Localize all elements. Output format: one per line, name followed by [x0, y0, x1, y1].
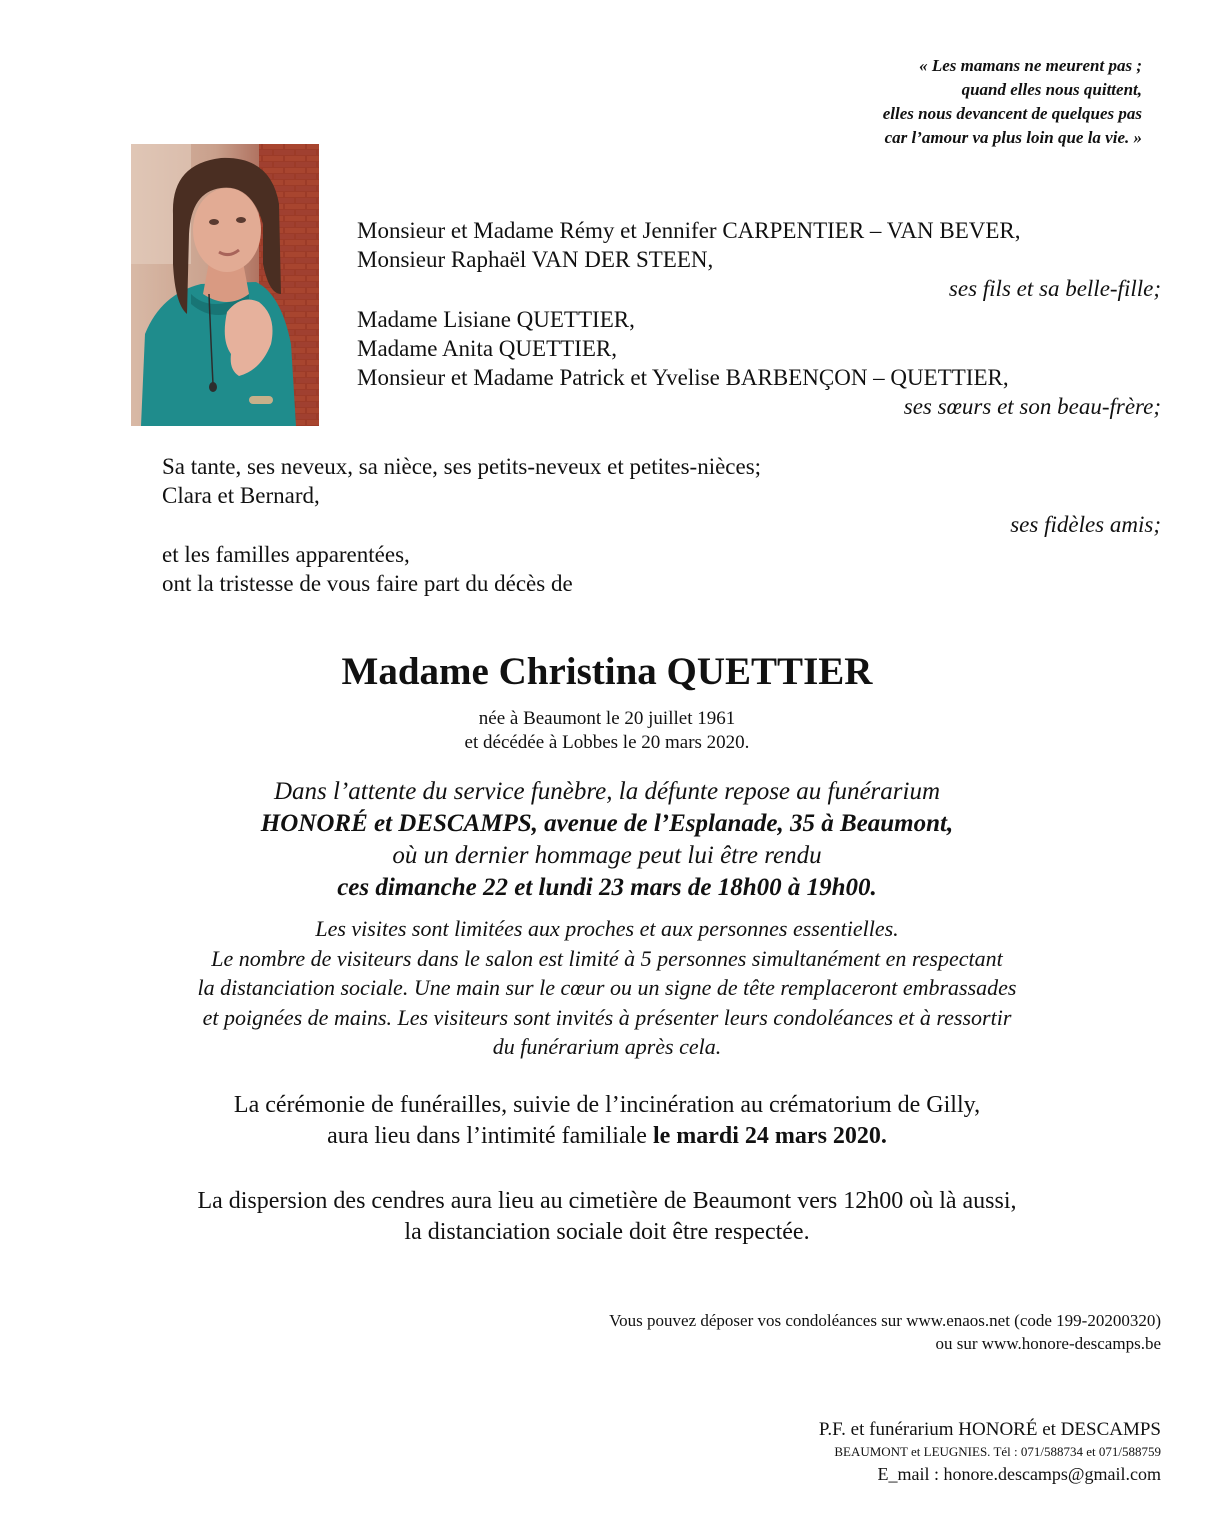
family-role: ses fidèles amis; — [1010, 512, 1161, 537]
death-line: et décédée à Lobbes le 20 mars 2020. — [464, 732, 750, 753]
quote-line: car l’amour va plus loin que la vie. » — [884, 128, 1142, 147]
deceased-dates — [0, 707, 1214, 755]
family-line: Monsieur et Madame Patrick et Yvelise BARBENÇON – QUETTIER, — [357, 365, 1009, 390]
visit-line: et poignées de mains. Les visiteurs sont invités à présenter leurs condoléances et à ressortir — [202, 1004, 1012, 1030]
company-contact: BEAUMONT et LEUGNIES. Tél : 071/588734 et 071/588759 — [834, 1444, 1161, 1459]
ceremony-text: aura lieu dans l’intimité familiale — [327, 1123, 653, 1149]
condolences-line: Vous pouvez déposer vos condoléances sur www.enaos.net (code 199-20200320) — [609, 1311, 1161, 1330]
quote-line: quand elles nous quittent, — [961, 80, 1142, 99]
dispersion-line: La dispersion des cendres aura lieu au cimetière de Beaumont vers 12h00 où là aussi, — [197, 1188, 1017, 1214]
visit-line: Les visites sont limitées aux proches et aux personnes essentielles. — [315, 916, 899, 941]
funeral-home-address: HONORÉ et DESCAMPS, avenue de l’Esplanade, 35 à Beaumont, — [260, 810, 954, 837]
family-line: Monsieur Raphaël VAN DER STEEN, — [357, 247, 714, 272]
portrait-photo — [131, 144, 319, 426]
visit-rules — [0, 914, 1214, 1062]
family-closing — [162, 540, 1161, 598]
ceremony-date: le mardi 24 mars 2020. — [652, 1123, 887, 1149]
dispersion-line: la distanciation sociale doit être respectée. — [404, 1219, 810, 1245]
repose-line: Dans l’attente du service funèbre, la défunte repose au funérarium — [273, 778, 941, 805]
visit-line: la distanciation sociale. Une main sur le cœur ou un signe de tête remplaceront embrassades — [197, 975, 1017, 1000]
condolences-line: ou sur www.honore-descamps.be — [935, 1334, 1161, 1353]
family-line: Madame Lisiane QUETTIER, — [357, 307, 635, 332]
condolences-info — [609, 1309, 1161, 1355]
family-line: Monsieur et Madame Rémy et Jennifer CARPENTIER – VAN BEVER, — [357, 218, 1021, 243]
quote-line: elles nous devancent de quelques pas — [882, 104, 1142, 123]
family-sons — [357, 216, 1161, 303]
family-role: ses fils et sa belle-fille; — [948, 276, 1161, 301]
ceremony-line: La cérémonie de funérailles, suivie de l’incinération au crématorium de Gilly, — [233, 1092, 981, 1118]
company-name: P.F. et funérarium HONORÉ et DESCAMPS — [818, 1419, 1161, 1440]
family-line: et les familles apparentées, — [162, 542, 410, 567]
funeral-home-footer — [819, 1418, 1161, 1486]
memorial-quote — [883, 54, 1142, 150]
repose-info — [0, 776, 1214, 904]
family-others — [162, 452, 1161, 539]
family-sisters — [357, 305, 1161, 421]
family-line: Madame Anita QUETTIER, — [357, 336, 617, 361]
visit-line: Le nombre de visiteurs dans le salon est limité à 5 personnes simultanément en respectant — [211, 945, 1003, 971]
visit-line: du funérarium après cela. — [492, 1034, 722, 1059]
company-email: E_mail : honore.descamps@gmail.com — [877, 1464, 1161, 1484]
quote-line: « Les mamans ne meurent pas ; — [919, 56, 1142, 75]
ceremony-info — [0, 1090, 1214, 1152]
family-line: ont la tristesse de vous faire part du décès de — [162, 571, 573, 596]
ceremony-line — [0, 1121, 1214, 1152]
deceased-name: Madame Christina QUETTIER — [341, 650, 873, 693]
dispersion-info — [0, 1186, 1214, 1248]
family-line: Sa tante, ses neveux, sa nièce, ses petits-neveux et petites-nièces; — [162, 454, 762, 479]
family-line: Clara et Bernard, — [162, 483, 320, 508]
birth-line: née à Beaumont le 20 juillet 1961 — [478, 708, 736, 729]
repose-line: où un dernier hommage peut lui être rendu — [392, 842, 822, 869]
visiting-hours: ces dimanche 22 et lundi 23 mars de 18h00 à 19h00. — [337, 874, 877, 901]
family-role: ses sœurs et son beau-frère; — [903, 394, 1161, 419]
